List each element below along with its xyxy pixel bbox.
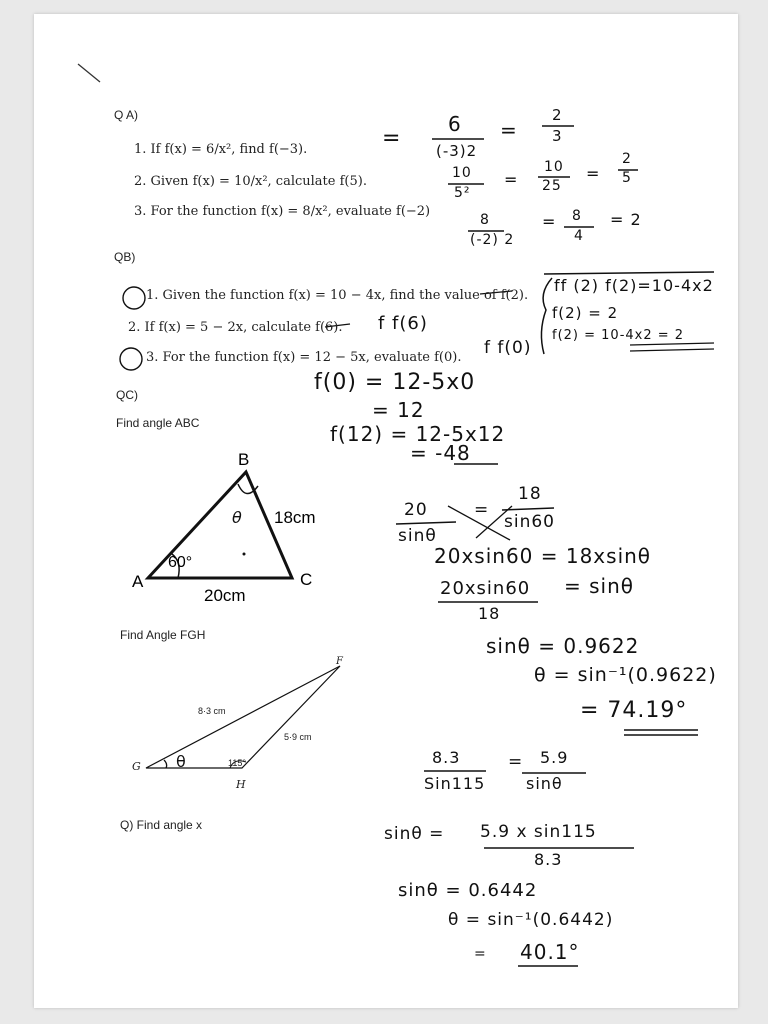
qb-question-2: 2. If f(x) = 5 − 2x, calculate f(6).: [128, 320, 343, 335]
qc-frac-equals: =: [474, 500, 490, 520]
qd-frac1-num: 8.3: [432, 748, 461, 767]
qb-calc-2: = 12: [372, 398, 425, 422]
qd-work-line-3: θ = sin⁻¹(0.6442): [448, 910, 614, 930]
qb2-note: f f(6): [378, 313, 428, 334]
qb-calc-4: = -48: [410, 441, 471, 465]
qa2-numerator-3: 2: [622, 151, 632, 167]
qb1-circle-mark: [123, 287, 145, 309]
qa3-denominator-2: 4: [574, 228, 584, 244]
side-bc-label: 18cm: [274, 508, 316, 527]
qd-frac1-den: Sin115: [424, 774, 486, 793]
qa1-equals: =: [382, 126, 402, 151]
qe-title: Q) Find angle x: [120, 818, 203, 832]
qc-work-line-2-rhs: = sinθ: [564, 574, 635, 598]
qa1-result-num: 2: [552, 106, 563, 124]
qa1-denominator: (-3)2: [436, 142, 478, 160]
qc-work-line-4: θ = sin⁻¹(0.9622): [534, 664, 717, 686]
vertex-a-label: A: [132, 572, 144, 591]
angle-g-arc: [164, 760, 167, 768]
qa3-numerator: 8: [480, 212, 490, 228]
qa1-result-den: 3: [552, 127, 563, 145]
qa3-numerator-2: 8: [572, 208, 582, 224]
side-ac-label: 20cm: [204, 586, 246, 605]
angle-b-theta: θ: [232, 508, 243, 527]
qa2-equals-2: =: [586, 164, 601, 183]
qc-work-line-3: sinθ = 0.9622: [486, 634, 640, 658]
qb3-circle-mark: [120, 348, 142, 370]
box-underline-2: [630, 349, 714, 351]
qc-frac2-den: sin60: [504, 512, 555, 532]
qd-title: Find Angle FGH: [120, 628, 206, 642]
stray-dot: [243, 553, 246, 556]
box-left-bracket: [541, 278, 552, 354]
vertex-h-label: H: [236, 778, 246, 791]
qa2-denominator-3: 5: [622, 170, 632, 186]
qd-frac2-den: sinθ: [526, 774, 563, 793]
qa2-denominator-2: 25: [542, 178, 562, 194]
qa1-numerator: 6: [448, 112, 462, 136]
qc-frac2-num: 18: [518, 484, 542, 504]
angle-g-theta: θ: [176, 752, 187, 771]
section-a-heading: Q A): [114, 108, 139, 122]
worksheet-page: [34, 14, 738, 1008]
qc-work-line-2-num: 20xsin60: [440, 578, 531, 599]
qd-work-line-1-den: 8.3: [534, 850, 563, 869]
qa3-equals: =: [542, 212, 557, 231]
qd-work-line-1-lhs: sinθ =: [384, 824, 445, 844]
qd-answer-prefix: =: [474, 946, 487, 962]
vertex-c-label: C: [300, 570, 313, 589]
qa1-equals-2: =: [500, 118, 518, 142]
qa3-result: = 2: [610, 210, 642, 229]
side-hf-label: 5·9 cm: [284, 732, 312, 742]
qc-work-line-1: 20xsin60 = 18xsinθ: [434, 544, 652, 568]
section-c-heading: QC): [116, 388, 138, 402]
box-line-2: f(2) = 2: [552, 304, 619, 322]
qc-frac1-den: sinθ: [398, 526, 437, 546]
qa-question-2: 2. Given f(x) = 10/x², calculate f(5).: [134, 174, 367, 189]
qc-frac1-num: 20: [404, 500, 428, 520]
qc-title: Find angle ABC: [116, 416, 200, 430]
qa2-numerator: 10: [452, 165, 472, 181]
vertex-g-label: G: [132, 760, 141, 773]
qa3-denominator: (-2) 2: [470, 232, 515, 248]
box-underline-1: [630, 343, 714, 345]
handwriting-strokes: [34, 14, 738, 1008]
qb-calc-3: f(12) = 12-5x12: [330, 422, 506, 446]
box-line-3: f(2) = 10-4x2 = 2: [552, 328, 685, 343]
qa2-equals: =: [504, 170, 519, 189]
qc-frac-bar-1: [396, 522, 456, 524]
qb-calc-1: f(0) = 12-5x0: [314, 370, 476, 395]
angle-a-label: 60°: [168, 554, 193, 571]
qd-frac2-num: 5.9: [540, 748, 569, 767]
section-b-heading: QB): [114, 250, 136, 264]
qb3-note: f f(0): [484, 338, 532, 358]
qa-question-3: 3. For the function f(x) = 8/x², evaluate f(−2): [134, 204, 431, 219]
vertex-b-label: B: [238, 450, 250, 469]
qa2-numerator-2: 10: [544, 159, 564, 175]
side-gf-label: 8·3 cm: [198, 706, 226, 716]
qc-answer: = 74.19°: [580, 698, 688, 723]
qd-work-line-1-num: 5.9 x sin115: [480, 822, 597, 842]
qa2-denominator: 5²: [454, 185, 471, 201]
stray-pen-mark: [78, 64, 100, 82]
qa-question-1: 1. If f(x) = 6/x², find f(−3).: [134, 142, 308, 157]
box-line-1: ff (2) f(2)=10-4x2: [554, 276, 714, 295]
vertex-f-label: F: [336, 656, 343, 667]
box-top-line: [544, 272, 714, 274]
qb-question-3: 3. For the function f(x) = 12 − 5x, evaluate f(0).: [146, 350, 462, 365]
qc-work-line-2-den: 18: [478, 604, 501, 623]
qd-work-line-2: sinθ = 0.6442: [398, 880, 538, 901]
qd-frac-equals: =: [508, 752, 524, 772]
angle-h-label: 115°: [228, 758, 246, 768]
qd-answer: 40.1°: [520, 940, 580, 964]
qb-question-1: 1. Given the function f(x) = 10 − 4x, find the value of f(2).: [146, 288, 529, 303]
